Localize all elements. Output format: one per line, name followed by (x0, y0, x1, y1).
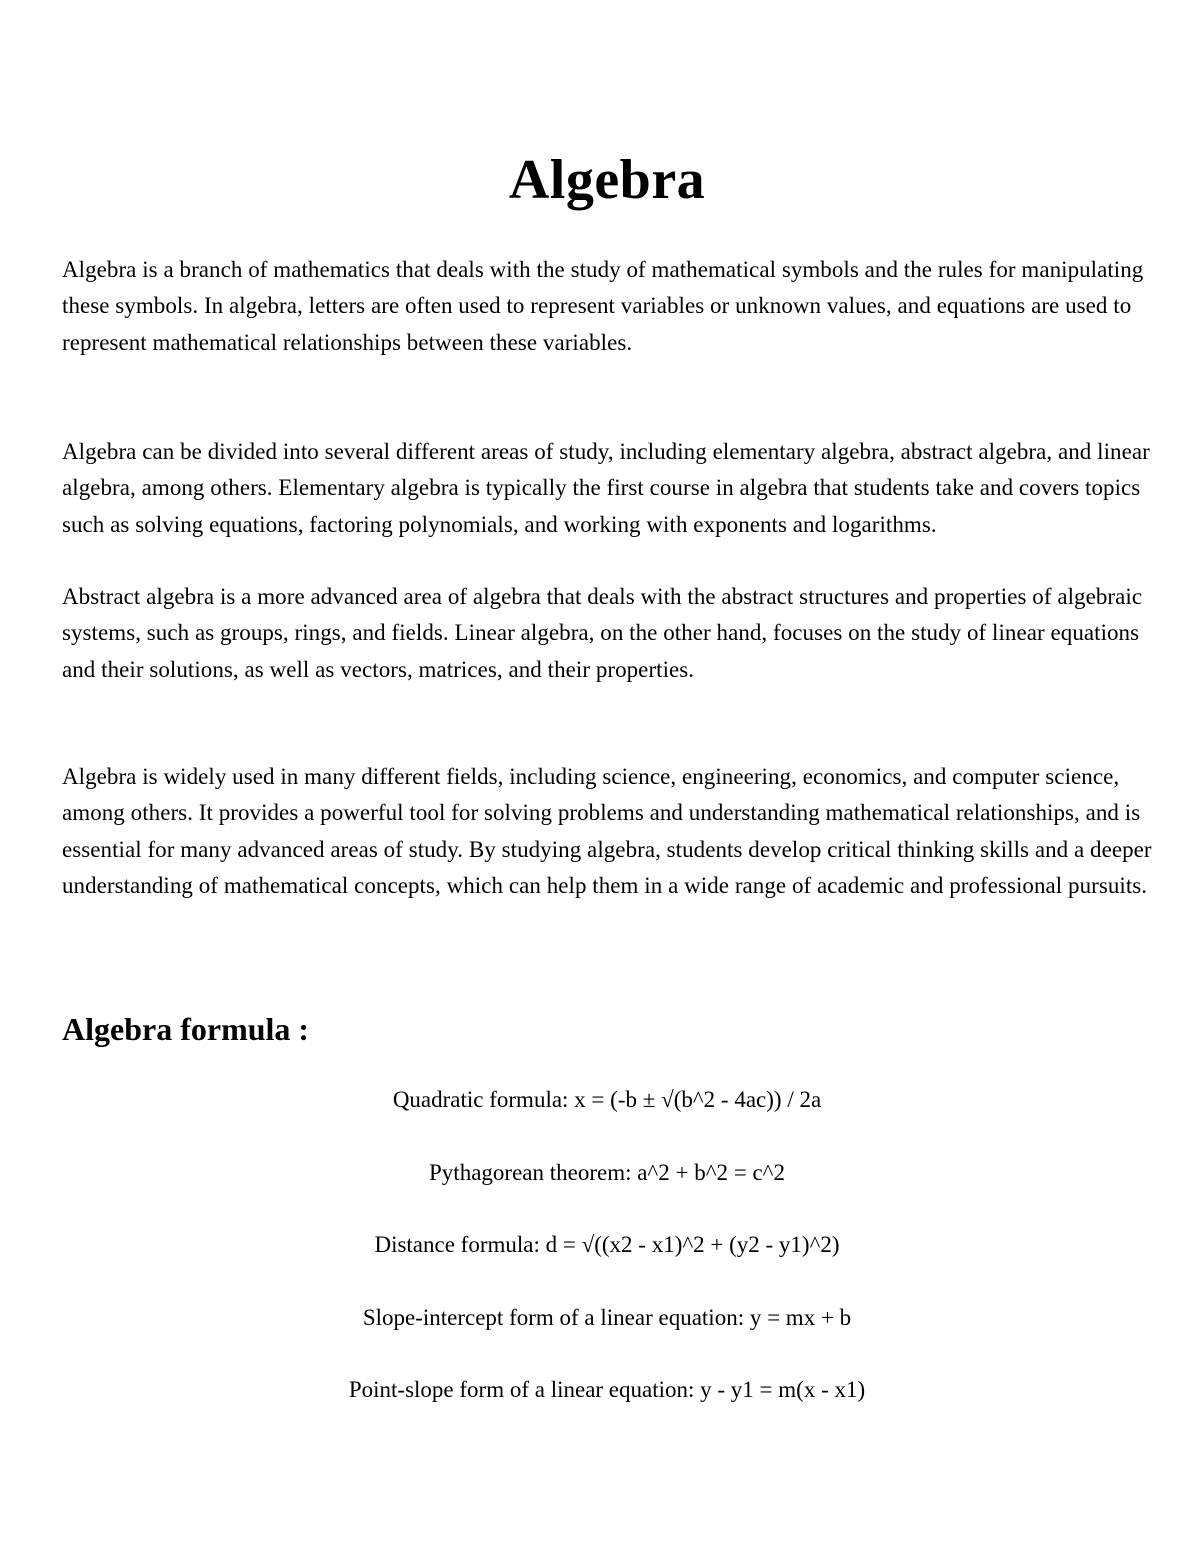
formula-point-slope: Point-slope form of a linear equation: y - y1 = m(x - x1) (348, 1377, 866, 1402)
paragraph-uses: Algebra is widely used in many different fields, including science, engineering, economics, and computer science, among others. It provides a powerful tool for solving problems and understanding mathematical relationships, and is essential for many advanced areas of study. By studying algebra, students develop critical thinking skills and a deeper understanding of mathematical concepts, which can help them in a wide range of academic and professional pursuits. (62, 764, 1152, 899)
formula-pythagorean: Pythagorean theorem: a^2 + b^2 = c^2 (429, 1159, 785, 1185)
paragraph-areas: Algebra can be divided into several different areas of study, including elementary algebra, abstract algebra, and linear algebra, among others. Elementary algebra is typically the first course in algebra that students take and covers topics such as solving equations, factoring polynomials, and working with exponents and logarithms. (62, 439, 1150, 537)
formula-quadratic: Quadratic formula: x = (-b ± √(b^2 - 4ac)) / 2a (392, 1087, 822, 1112)
formula-heading: Algebra formula : (62, 1011, 310, 1047)
page-title: Algebra (508, 149, 706, 211)
document-page (62, 0, 1152, 1553)
formula-list (62, 1080, 1152, 1443)
paragraph-abstract-linear: Abstract algebra is a more advanced area of algebra that deals with the abstract structures and properties of algebraic systems, such as groups, rings, and fields. Linear algebra, on the other hand, focuses on the study of linear equations and their solutions, as well as vectors, matrices, and their properties. (62, 584, 1143, 682)
formula-distance: Distance formula: d = √((x2 - x1)^2 + (y2 - y1)^2) (374, 1232, 840, 1257)
formula-slope-intercept: Slope-intercept form of a linear equation: y = mx + b (362, 1304, 852, 1330)
paragraph-intro: Algebra is a branch of mathematics that deals with the study of mathematical symbols and the rules for manipulating these symbols. In algebra, letters are often used to represent variables or unknown values, and equations are used to represent mathematical relationships between these variables. (62, 257, 1144, 355)
